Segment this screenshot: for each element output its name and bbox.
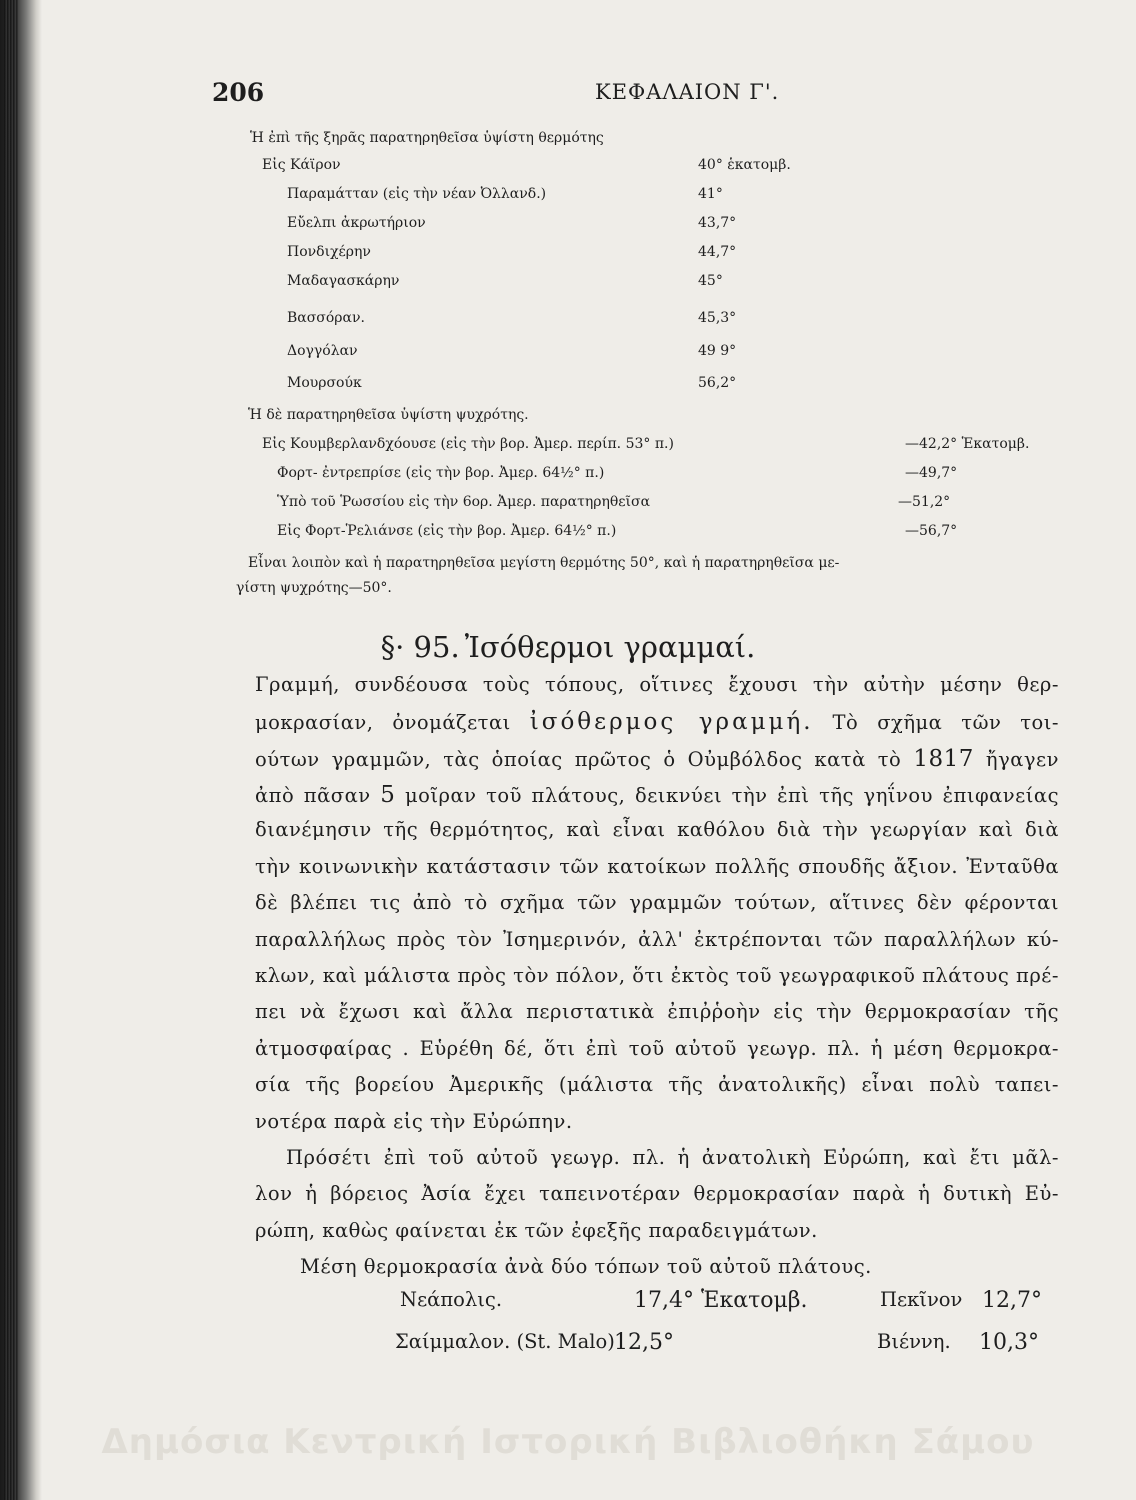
section-number: §· 95. <box>380 630 460 664</box>
example-row <box>0 1288 1136 1320</box>
body-text: ἤγαγεν <box>985 748 1060 771</box>
example-intro: Μέση θερμοκρασία ἀνὰ δύο τόπων τοῦ αὐτοῦ πλάτους. <box>300 1255 872 1278</box>
body-text: μοῖραν τοῦ πλάτους, δεικνύει τὴν ἐπὶ τῆς γηΐνου ἐπιφανείας <box>404 784 1060 807</box>
body-text: ούτων γραμμῶν, τὰς ὁποίας πρῶτος ὁ Οὐμβόλδος κατὰ τὸ <box>255 748 902 771</box>
summary-line <box>0 580 1136 602</box>
temperature-value: 44,7° <box>698 244 737 260</box>
temperature-value: —49,7° <box>905 465 958 481</box>
temperature-value: 12,7° <box>982 1288 1042 1313</box>
summary-line <box>0 555 1136 577</box>
place-name: Πονδιχέρην <box>287 244 371 260</box>
table-row <box>0 186 1136 208</box>
running-head: ΚΕΦΑΛΑΙΟΝ Γ'. <box>595 80 780 104</box>
temperature-value: —42,2° Ἑκατομβ. <box>905 436 1030 452</box>
page-number: 206 <box>212 78 265 107</box>
body-line: διανέμησιν τῆς θερμότητος, καὶ εἶναι καθόλου διὰ τὴν γεωργίαν καὶ διὰ <box>255 818 1059 841</box>
body-line: Γραμμή, συνδέουσα τοὺς τόπους, οἵτινες ἔχουσι τὴν αὐτὴν μέσην θερ- <box>255 673 1059 696</box>
library-watermark: Δημόσια Κεντρική Ιστορική Βιβλιοθήκη Σάμου <box>101 1422 1035 1462</box>
temperature-value: 17,4° Ἑκατομβ. <box>634 1288 808 1313</box>
body-line: σία τῆς βορείου Ἀμερικῆς (μάλιστα τῆς ἀνατολικῆς) εἶναι πολὺ ταπει- <box>255 1073 1059 1096</box>
place-name: Εἰς Φορτ-Ῥελιάνσε (εἰς τὴν βορ. Ἀμερ. 64½° π.) <box>277 523 617 539</box>
temperature-value: 10,3° <box>979 1330 1039 1355</box>
page-header <box>0 78 1136 118</box>
hot-intro: Ἡ ἐπὶ τῆς ξηρᾶς παρατηρηθεῖσα ὑψίστη θερμότης <box>250 130 604 146</box>
body-line: ἀτμοσφαίρας . Εὑρέθη δέ, ὅτι ἐπὶ τοῦ αὐτοῦ γεωγρ. πλ. ἡ μέση θερμοκρα- <box>255 1037 1059 1060</box>
summary-text: γίστη ψυχρότης—50°. <box>236 580 392 596</box>
temperature-value: 56,2° <box>698 375 737 391</box>
example-row <box>0 1330 1136 1362</box>
place-name: Μουρσούκ <box>287 375 362 391</box>
table-row <box>0 215 1136 237</box>
term-isotherm: ἰσόθερμος γραμμή. <box>529 709 814 735</box>
body-line: κλων, καὶ μάλιστα πρὸς τὸν πόλον, ὅτι ἐκτὸς τοῦ γεωγραφικοῦ πλάτους πρέ- <box>255 964 1059 987</box>
place-name: Σαίμμαλον. (St. Malo) <box>395 1330 615 1353</box>
table-row <box>0 494 1136 516</box>
place-name: Νεάπολις. <box>400 1288 503 1311</box>
place-name: Βασσόραν. <box>287 310 365 326</box>
body-line: ρώπη, καθὼς φαίνεται ἐκ τῶν ἐφεξῆς παραδειγμάτων. <box>255 1219 818 1242</box>
cold-intro-row <box>0 407 1136 429</box>
temperature-value: 40° ἑκατομβ. <box>698 157 791 173</box>
body-line <box>255 746 1059 772</box>
year: 1817 <box>913 746 974 772</box>
body-text: ἀπὸ πᾶσαν <box>255 784 371 807</box>
temperature-value: 45,3° <box>698 310 737 326</box>
body-line: Πρόσέτι ἐπὶ τοῦ αὐτοῦ γεωγρ. πλ. ἡ ἀνατολικὴ Εὐρώπη, καὶ ἔτι μᾶλ- <box>286 1146 1059 1169</box>
place-name: Βιέννη. <box>877 1330 951 1353</box>
table-row <box>0 343 1136 365</box>
place-name: Εὔελπι ἀκρωτήριον <box>287 215 426 231</box>
place-name: Εἰς Κουμβερλανδχόουσε (εἰς τὴν βορ. Ἀμερ. περίπ. 53° π.) <box>262 436 674 452</box>
table-row <box>0 310 1136 332</box>
body-line: παραλλήλως πρὸς τὸν Ἰσημερινόν, ἀλλ' ἐκτρέπονται τῶν παραλλήλων κύ- <box>255 928 1059 951</box>
temperature-value: 45° <box>698 273 723 289</box>
hot-intro-row <box>0 130 1136 152</box>
body-line: δὲ βλέπει τις ἀπὸ τὸ σχῆμα τῶν γραμμῶν τούτων, αἵτινες δὲν φέρονται <box>255 891 1059 914</box>
table-row <box>0 157 1136 179</box>
body-line <box>255 782 1059 808</box>
place-name: Παραμάτταν (εἰς τὴν νέαν Ὀλλανδ.) <box>287 186 547 202</box>
table-row <box>0 436 1136 458</box>
temperature-value: 43,7° <box>698 215 737 231</box>
temperature-value: 41° <box>698 186 723 202</box>
body-line: τὴν κοινωνικὴν κατάστασιν τῶν κατοίκων πολλῆς σπουδῆς ἄξιον. Ἐνταῦθα <box>255 855 1059 878</box>
table-row <box>0 465 1136 487</box>
temperature-value: 12,5° <box>614 1330 674 1355</box>
place-name: Εἰς Κάϊρον <box>262 157 341 173</box>
cold-intro: Ἡ δὲ παρατηρηθεῖσα ὑψίστη ψυχρότης. <box>248 407 529 423</box>
place-name: Πεκῖνον <box>880 1288 963 1311</box>
temperature-value: 49 9° <box>698 343 737 359</box>
table-row <box>0 375 1136 397</box>
body-line <box>255 709 1059 735</box>
place-name: Ὑπὸ τοῦ Ῥωσσίου εἰς τὴν 6ορ. Ἀμερ. παρατηρηθεῖσα <box>277 494 651 510</box>
place-name: Μαδαγασκάρην <box>287 273 400 289</box>
body-text: μοκρασίαν, ὀνομάζεται <box>255 711 511 734</box>
section-title: Ἰσόθερμοι γραμμαί. <box>464 630 756 664</box>
summary-text: Εἶναι λοιπὸν καὶ ἡ παρατηρηθεῖσα μεγίστη θερμότης 50°, καὶ ἡ παρατηρηθεῖσα με- <box>248 555 840 571</box>
body-line: πει νὰ ἔχωσι καὶ ἄλλα περιστατικὰ ἐπιῤῥοὴν εἰς τὴν θερμοκρασίαν τῆς <box>255 1000 1059 1023</box>
place-name: Φορτ- ἐντρεπρίσε (εἰς τὴν βορ. Ἀμερ. 64½° π.) <box>277 465 605 481</box>
section-heading <box>0 630 1136 664</box>
table-row <box>0 273 1136 295</box>
body-line: νοτέρα παρὰ εἰς τὴν Εὐρώπην. <box>255 1110 573 1133</box>
degree-count: 5 <box>380 782 396 808</box>
temperature-value: —56,7° <box>905 523 958 539</box>
place-name: Δογγόλαν <box>287 343 358 359</box>
temperature-value: —51,2° <box>898 494 951 510</box>
body-line: λον ἡ βόρειος Ἀσία ἔχει ταπεινοτέραν θερμοκρασίαν παρὰ ἡ δυτικὴ Εὐ- <box>255 1182 1059 1205</box>
table-row <box>0 523 1136 545</box>
table-row <box>0 244 1136 266</box>
body-text: Τὸ σχῆμα τῶν τοι- <box>832 711 1060 734</box>
